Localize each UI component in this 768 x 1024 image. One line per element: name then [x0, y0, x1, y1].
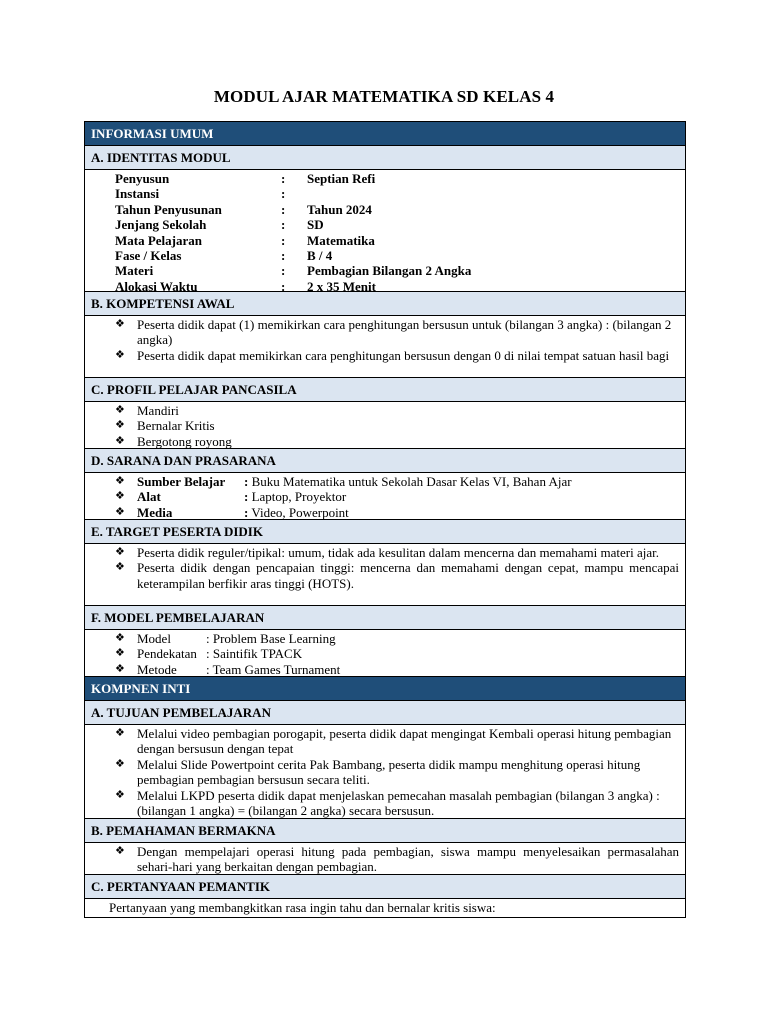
- sarana-item: [115, 505, 679, 520]
- section-pertanyaan-heading: C. PERTANYAAN PEMANTIK: [85, 875, 685, 899]
- module-table: [84, 121, 686, 918]
- identitas-label: Mata Pelajaran: [115, 232, 203, 248]
- identitas-value: Tahun 2024: [307, 201, 372, 217]
- diamond-bullet-icon: ❖: [115, 419, 125, 432]
- target-content: [85, 544, 685, 606]
- diamond-bullet-icon: ❖: [115, 788, 125, 801]
- model-item: [115, 631, 679, 646]
- profil-item: [115, 434, 679, 449]
- identitas-label: Penyusun: [115, 171, 170, 186]
- sarana-value: Laptop, Proyektor: [251, 489, 347, 505]
- model-item: [115, 662, 679, 677]
- section-tujuan-heading: A. TUJUAN PEMBELAJARAN: [85, 701, 685, 725]
- model-value: : Problem Base Learning: [206, 631, 336, 646]
- identitas-row: [115, 279, 685, 294]
- section-pemahaman-heading: B. PEMAHAMAN BERMAKNA: [85, 819, 685, 843]
- section-komponen-inti: KOMPNEN INTI: [85, 677, 685, 701]
- sarana-colon: :: [244, 489, 249, 505]
- pemahaman-item-text: Dengan mempelajari operasi hitung pada pembagian, siswa mampu menyelesaikan permasalahan sehari-hari yang berkaitan dengan pembagian.: [137, 844, 679, 875]
- kompetensi-item: [115, 317, 679, 348]
- diamond-bullet-icon: ❖: [115, 490, 125, 503]
- tujuan-item-text: Melalui Slide Powertpoint cerita Pak Bambang, peserta didik mampu menghitung operasi hitung pembagian pembagian bersusun secara teliti.: [137, 756, 641, 788]
- pertanyaan-content: [85, 899, 685, 917]
- identitas-value: B / 4: [307, 248, 333, 264]
- diamond-bullet-icon: ❖: [115, 318, 125, 330]
- model-label: Pendekatan: [137, 646, 197, 662]
- profil-item-text: Bernalar Kritis: [137, 418, 215, 434]
- identitas-value: SD: [307, 217, 324, 233]
- identitas-colon: :: [281, 171, 286, 186]
- identitas-label: Alokasi Waktu: [115, 278, 198, 294]
- kompetensi-item-text: Peserta didik dapat (1) memikirkan cara penghitungan bersusun untuk (bilangan 3 angka) : (bilangan 2 angka): [137, 317, 672, 348]
- model-label: Model: [137, 631, 171, 646]
- diamond-bullet-icon: ❖: [115, 845, 125, 857]
- diamond-bullet-icon: ❖: [115, 475, 125, 487]
- sarana-label: Media: [137, 504, 173, 520]
- identitas-colon: :: [281, 217, 286, 233]
- identitas-colon: :: [281, 263, 286, 279]
- identitas-colon: :: [281, 186, 286, 202]
- identitas-label: Materi: [115, 263, 154, 279]
- target-item: [115, 545, 679, 560]
- section-model-heading: F. MODEL PEMBELAJARAN: [85, 606, 685, 630]
- identitas-row: [115, 202, 685, 217]
- identitas-value: Septian Refi: [307, 171, 376, 186]
- identitas-label: Jenjang Sekolah: [115, 217, 207, 233]
- identitas-colon: :: [281, 278, 286, 294]
- sarana-label: Sumber Belajar: [137, 474, 226, 489]
- sarana-content: [85, 473, 685, 520]
- profil-item: [115, 403, 679, 418]
- sarana-colon: :: [244, 474, 249, 489]
- kompetensi-item-text: Peserta didik dapat memikirkan cara penghitungan bersusun dengan 0 di nilai tempat satuan hasil bagi: [137, 347, 670, 363]
- diamond-bullet-icon: ❖: [115, 662, 125, 675]
- model-value: : Team Games Turnament: [206, 661, 341, 677]
- sarana-label: Alat: [137, 489, 161, 505]
- profil-item: [115, 418, 679, 433]
- tujuan-item-text: Melalui LKPD peserta didik dapat menjelaskan pemecahan masalah pembagian (bilangan 3 angka) : (bilangan 1 angka) = (bilangan 2 angka) secara bersusun.: [137, 787, 660, 819]
- kompetensi-content: [85, 316, 685, 378]
- identitas-value: Matematika: [307, 232, 375, 248]
- identitas-colon: :: [281, 232, 286, 248]
- sarana-colon: :: [244, 504, 249, 520]
- model-label: Metode: [137, 661, 177, 677]
- identitas-colon: :: [281, 248, 286, 264]
- identitas-value: 2 x 35 Menit: [307, 278, 376, 294]
- tujuan-item-text: Melalui video pembagian porogapit, peserta didik dapat mengingat Kembali operasi hitung pembagian dengan bersusun dengan tepat: [137, 726, 672, 757]
- profil-item-text: Bergotong royong: [137, 433, 232, 449]
- profil-item-text: Mandiri: [137, 403, 179, 418]
- sarana-item: [115, 489, 679, 504]
- pemahaman-item: [115, 844, 679, 875]
- tujuan-content: [85, 725, 685, 819]
- identitas-row: [115, 263, 685, 278]
- kompetensi-item: [115, 348, 679, 363]
- diamond-bullet-icon: ❖: [115, 434, 125, 447]
- identitas-value: [307, 186, 685, 201]
- document-title: MODUL AJAR MATEMATIKA SD KELAS 4: [213, 87, 555, 106]
- target-item: [115, 560, 679, 591]
- identitas-label: Tahun Penyusunan: [115, 201, 222, 217]
- pertanyaan-text: Pertanyaan yang membangkitkan rasa ingin tahu dan bernalar kritis siswa:: [109, 900, 496, 915]
- model-item: [115, 646, 679, 661]
- identitas-value: Pembagian Bilangan 2 Angka: [307, 263, 472, 279]
- target-item-text: Peserta didik reguler/tipikal: umum, tidak ada kesulitan dalam mencerna dan memahami materi ajar.: [137, 545, 659, 560]
- identitas-content: [85, 170, 685, 292]
- identitas-colon: :: [281, 201, 286, 217]
- section-informasi-umum: INFORMASI UMUM: [85, 122, 685, 146]
- diamond-bullet-icon: ❖: [115, 505, 125, 518]
- diamond-bullet-icon: ❖: [115, 546, 125, 558]
- section-profil-heading: C. PROFIL PELAJAR PANCASILA: [85, 378, 685, 402]
- diamond-bullet-icon: ❖: [115, 727, 125, 739]
- model-value: : Saintifik TPACK: [206, 646, 303, 662]
- identitas-row: [115, 233, 685, 248]
- identitas-row: [115, 217, 685, 232]
- section-kompetensi-heading: B. KOMPETENSI AWAL: [85, 292, 685, 316]
- section-identitas-heading: A. IDENTITAS MODUL: [85, 146, 685, 170]
- pemahaman-content: [85, 843, 685, 875]
- identitas-label: Instansi: [115, 186, 160, 202]
- tujuan-item: [115, 757, 679, 788]
- diamond-bullet-icon: ❖: [115, 757, 125, 770]
- sarana-item: [115, 474, 679, 489]
- diamond-bullet-icon: ❖: [115, 647, 125, 660]
- identitas-row: [115, 186, 685, 201]
- diamond-bullet-icon: ❖: [115, 632, 125, 644]
- identitas-row: [115, 171, 685, 186]
- tujuan-item: [115, 788, 679, 819]
- tujuan-item: [115, 726, 679, 757]
- target-item-text: Peserta didik dengan pencapaian tinggi: mencerna dan memahami dengan cepat, mampu mencapai keterampilan berfikir aras tinggi (HOTS).: [137, 560, 679, 591]
- identitas-row: [115, 248, 685, 263]
- diamond-bullet-icon: ❖: [115, 404, 125, 416]
- identitas-label: Fase / Kelas: [115, 248, 182, 264]
- section-target-heading: E. TARGET PESERTA DIDIK: [85, 520, 685, 544]
- diamond-bullet-icon: ❖: [115, 348, 125, 361]
- profil-content: [85, 402, 685, 449]
- sarana-value: Video, Powerpoint: [251, 504, 349, 520]
- section-sarana-heading: D. SARANA DAN PRASARANA: [85, 449, 685, 473]
- diamond-bullet-icon: ❖: [115, 561, 125, 574]
- model-content: [85, 630, 685, 677]
- sarana-value: Buku Matematika untuk Sekolah Dasar Kelas VI, Bahan Ajar: [251, 474, 572, 489]
